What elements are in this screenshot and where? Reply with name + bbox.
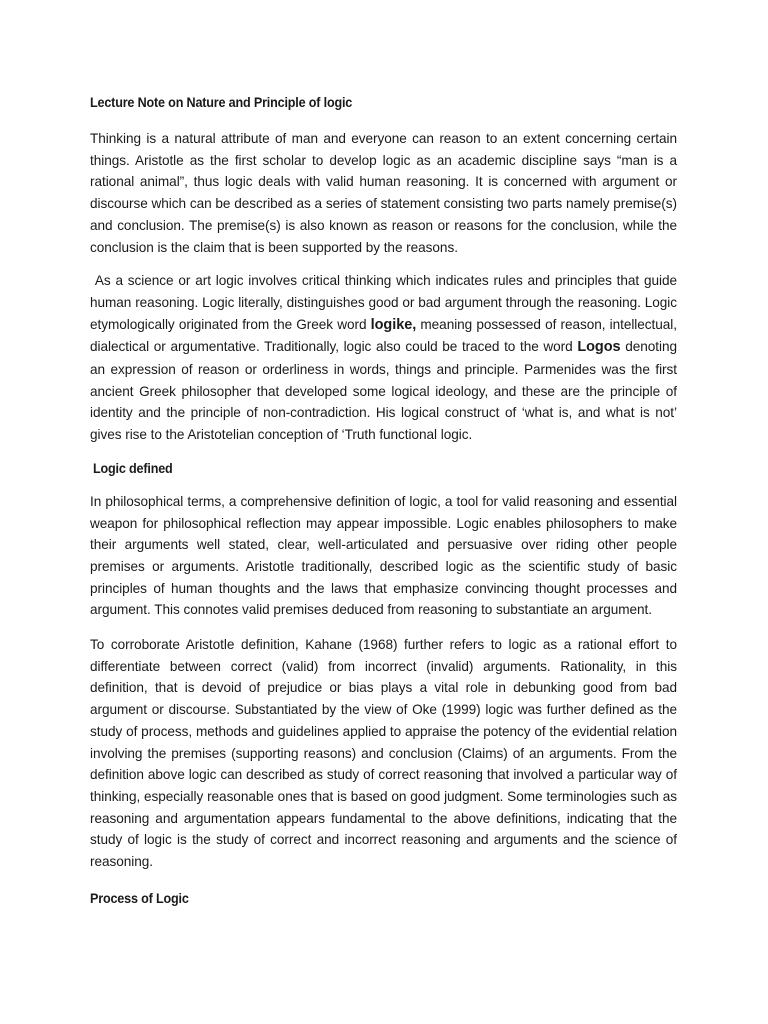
term-logike: logike, (370, 316, 417, 333)
paragraph-definition: In philosophical terms, a comprehensive definition of logic, a tool for valid reasoning and essential weapon for philosophical reflection may appear impossible. Logic enables philosophers to make their arguments well stated, clear, well-articulated and persuasive over riding other people premises or arguments. Aristotle traditionally, described logic as the scientific study of basic principles of human thoughts and the laws that emphasize convincing thought processes and argument. This connotes valid premises deduced from reasoning to substantiate an argument. (90, 493, 677, 618)
paragraph-etymology-part-b: meaning possessed of reason, intellectual, dialectical or argumentative. Traditionally, logic also could be traced to the word (90, 316, 677, 355)
document-page (90, 92, 677, 908)
term-logos: Logos (577, 339, 621, 356)
paragraph-etymology (90, 270, 677, 446)
paragraph-introduction: Thinking is a natural attribute of man and everyone can reason to an extent concerning certain things. Aristotle as the first scholar to develop logic as an academic discipline says “man is a rational animal”, thus logic deals with valid human reasoning. It is concerned with argument or discourse which can be described as a series of statement consisting two parts namely premise(s) and conclusion. The premise(s) is also known as reason or reasons for the conclusion, while the conclusion is the claim that is been supported by the reasons. (90, 131, 677, 255)
paragraph-etymology-part-a: As a science or art logic involves critical thinking which indicates rules and principles that guide human reasoning. Logic literally, distinguishes good or bad argument through the reasoning. Logic etymologically originated from the Greek word (90, 273, 677, 332)
paragraph-corroboration: To corroborate Aristotle definition, Kahane (1968) further refers to logic as a rational effort to differentiate between correct (valid) from incorrect (invalid) arguments. Rationality, in this definition, that is devoid of prejudice or bias plays a vital role in debunking good from bad argument or discourse. Substantiated by the view of Oke (1999) logic was further defined as the study of process, methods and guidelines applied to appraise the potency of the evidential relation involving the premises (supporting reasons) and conclusion (Claims) of an arguments. From the definition above logic can described as study of correct reasoning that involved a particular way of thinking, especially reasonable ones that is based on good judgment. Some terminologies such as reasoning and argumentation appears fundamental to the above definitions, indicating that the study of logic is the study of correct and incorrect reasoning and arguments and the science of reasoning. (90, 637, 677, 870)
section-heading-process-of-logic: Process of Logic (90, 889, 189, 906)
section-heading-logic-defined: Logic defined (93, 459, 173, 476)
paragraph-etymology-part-c: denoting an expression of reason or orderliness in words, things and principle. Parmenides was the first ancient Greek philosopher that developed some logical ideology, and these are the principle of identity and the principle of non-contradiction. His logical construct of ‘what is, and what is not’ gives rise to the Aristotelian conception of ‘Truth functional logic. (90, 339, 677, 443)
document-title: Lecture Note on Nature and Principle of logic (90, 94, 353, 110)
